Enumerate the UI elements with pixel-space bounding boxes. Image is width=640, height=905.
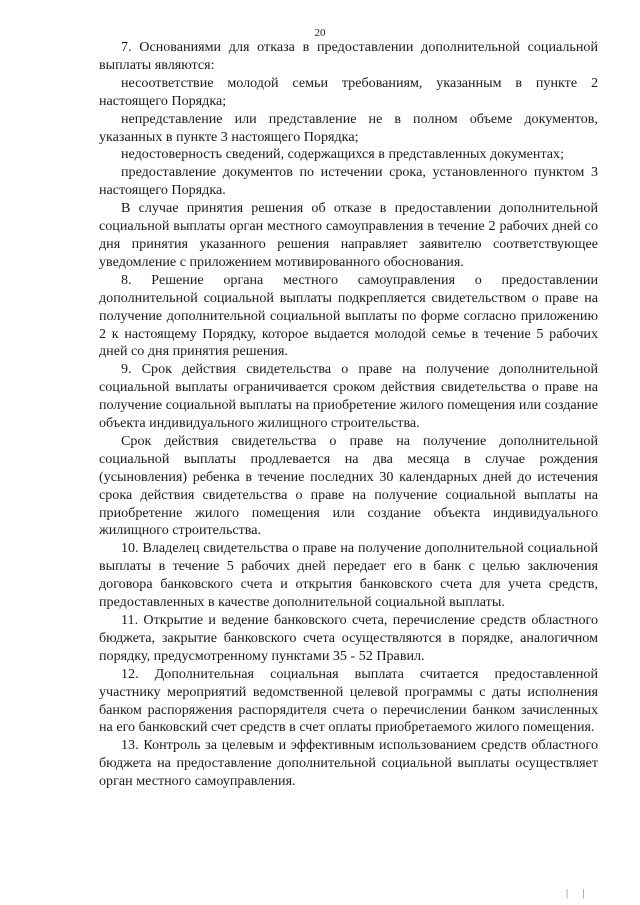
- paragraph-10: 10. Владелец свидетельства о праве на получение дополнительной социальной выплаты в течение 5 рабочих дней передает его в банк с целью заключения договора банковского счета и открытия банковского счета для учета средств, предоставленных в качестве дополнительной социальной выплаты.: [99, 540, 598, 611]
- paragraph-7: 7. Основаниями для отказа в предоставлении дополнительной социальной выплаты являются:: [99, 39, 598, 73]
- footer-scan-marks: | |: [566, 888, 591, 899]
- paragraph-7-reason-3: недостоверность сведений, содержащихся в представленных документах;: [121, 146, 565, 163]
- paragraph-13: 13. Контроль за целевым и эффективным использованием средств областного бюджета на предоставление дополнительной социальной выплаты осуществляет орган местного самоуправления.: [99, 737, 598, 790]
- page-number: 20: [314, 27, 326, 39]
- paragraph-12: 12. Дополнительная социальная выплата считается предоставленной участнику мероприятий ведомственной целевой программы с даты исполнения банком распоряжения распорядителя счета о перечислении банком зачисленных на его банковский счет средств в счет оплаты приобретаемого жилого помещения.: [99, 665, 598, 736]
- body-text: [99, 39, 598, 791]
- paragraph-9: 9. Срок действия свидетельства о праве на получение дополнительной социальной выплаты ограничивается сроком действия свидетельства о праве на получение социальной выплаты на приобретение жилого помещения или создание объекта индивидуального жилищного строительства.: [99, 361, 598, 432]
- paragraph-7-reason-2: непредставление или представление не в полном объеме документов, указанных в пункте 3 настоящего Порядка;: [99, 110, 598, 145]
- paragraph-11: 11. Открытие и ведение банковского счета, перечисление средств областного бюджета, закрытие банковского счета осуществляются в порядке, аналогичном порядку, предусмотренному пунктами 35 - 52 Правил.: [99, 612, 598, 664]
- paragraph-7-reason-4: предоставление документов по истечении срока, установленного пунктом 3 настоящего Порядка.: [99, 164, 598, 199]
- paragraph-7-reason-1: несоответствие молодой семьи требованиям, указанным в пункте 2 настоящего Порядка;: [99, 74, 598, 109]
- paragraph-9-extension: Срок действия свидетельства о праве на получение дополнительной социальной выплаты продлевается на два месяца в случае рождения (усыновления) ребенка в течение последних 30 календарных дней до истечения срока действия свидетельства о праве на получение социальной выплаты на приобретение жилого помещения или создание объекта индивидуального жилищного строительства.: [99, 432, 598, 539]
- paragraph-refusal-notice: В случае принятия решения об отказе в предоставлении дополнительной социальной выплаты орган местного самоуправления в течение 2 рабочих дней со дня принятия указанного решения направляет заявителю соответствующее уведомление с приложением мотивированного обоснования.: [99, 200, 598, 270]
- paragraph-8: 8. Решение органа местного самоуправления о предоставлении дополнительной социальной выплаты подкрепляется свидетельством о праве на получение дополнительной социальной выплаты по форме согласно приложению 2 к настоящему Порядку, которое выдается молодой семье в течение 5 рабочих дней со дня принятия решения.: [99, 271, 598, 360]
